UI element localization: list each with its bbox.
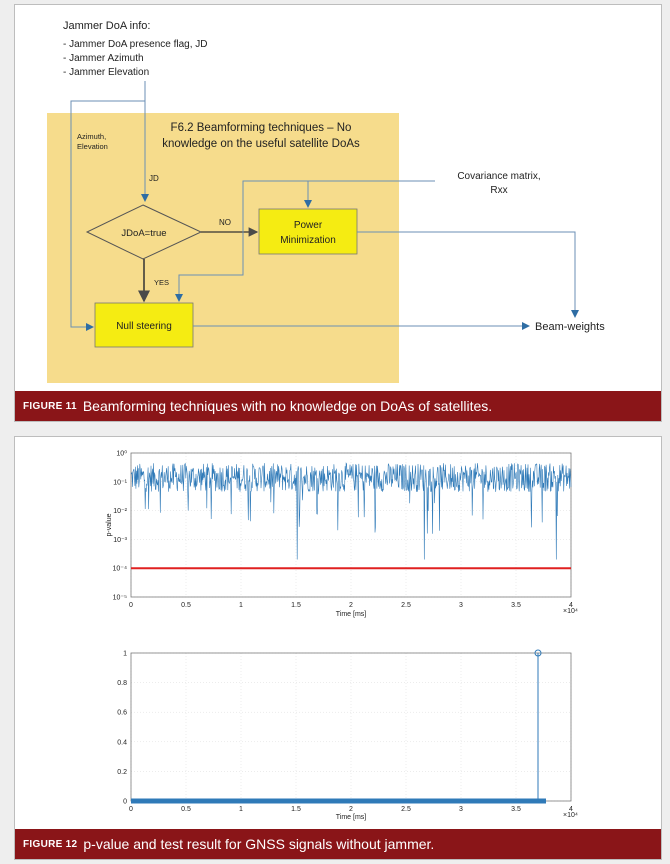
chart1-x-tick-label: 3 <box>459 602 463 609</box>
chart1-x-tick-label: 2.5 <box>401 602 411 609</box>
chart1-ylabel: p-value <box>106 513 113 537</box>
chart2-y-tick-label: 0.8 <box>117 680 127 688</box>
test-result-chart <box>117 650 578 821</box>
chart2-x-tick-label: 2 <box>349 806 353 813</box>
figure-11-caption-text: Beamforming techniques with no knowledge on DoAs of satellites. <box>82 398 493 414</box>
chart2-y-tick-label: 0.6 <box>117 709 127 717</box>
beamforming-flowchart <box>15 5 662 393</box>
chart2-x-tick-label: 4 <box>569 806 573 813</box>
figure-12-panel <box>14 436 662 860</box>
test-result-plot-area <box>131 653 571 801</box>
figure-11-caption-label: FIGURE 11 <box>23 400 77 412</box>
chart2-x-tick-label: 0.5 <box>181 806 191 813</box>
figure-12-caption <box>15 829 661 859</box>
chart2-xlabel: Time [ms] <box>335 814 367 821</box>
p-value-charts <box>15 437 662 831</box>
yes-label: YES <box>154 278 170 287</box>
chart1-y-tick-label: 10⁰ <box>116 450 127 458</box>
chart2-x-tick-label: 0 <box>129 806 133 813</box>
chart1-x-tick-label: 1 <box>239 602 243 609</box>
chart1-y-tick-label: 10⁻³ <box>113 536 127 544</box>
figure-12-caption-label: FIGURE 12 <box>23 838 78 850</box>
chart1-x-tick-label: 1.5 <box>291 602 301 609</box>
chart2-y-tick-label: 0 <box>123 798 127 806</box>
box-title-line-1: F6.2 Beamforming techniques – No <box>170 122 352 134</box>
covariance-label-1: Covariance matrix, <box>457 171 541 182</box>
box-title-line-2: knowledge on the useful satellite DoAs <box>162 138 360 150</box>
chart1-y-tick-label: 10⁻² <box>113 508 127 516</box>
chart1-x-multiplier: ×10⁴ <box>563 608 578 615</box>
chart1-x-tick-label: 3.5 <box>511 602 521 609</box>
power-minimization-line-1: Power <box>293 220 323 231</box>
azimuth-elevation-label-2: Elevation <box>77 142 108 151</box>
power-minimization-block <box>259 209 357 254</box>
chart1-y-tick-label: 10⁻¹ <box>113 479 127 487</box>
jd-label: JD <box>149 174 159 183</box>
azimuth-elevation-label-1: Azimuth, <box>77 132 107 141</box>
chart2-y-tick-label: 0.4 <box>117 739 127 747</box>
jammer-info-item-1: - Jammer DoA presence flag, JD <box>63 39 208 50</box>
covariance-label-2: Rxx <box>490 185 508 196</box>
chart2-x-tick-label: 1 <box>239 806 243 813</box>
figure-12-caption-text: p-value and test result for GNSS signals without jammer. <box>83 836 435 852</box>
jammer-info-item-2: - Jammer Azimuth <box>63 53 144 64</box>
chart1-x-tick-label: 4 <box>569 602 573 609</box>
chart2-x-tick-label: 3.5 <box>511 806 521 813</box>
figure-11-panel <box>14 4 662 422</box>
jdoa-decision-label: JDoA=true <box>121 228 167 239</box>
chart1-x-tick-label: 2 <box>349 602 353 609</box>
figure-11-caption <box>15 391 661 421</box>
chart2-x-tick-label: 3 <box>459 806 463 813</box>
chart1-y-tick-label: 10⁻⁴ <box>112 565 127 573</box>
no-label: NO <box>219 218 231 227</box>
chart1-x-tick-label: 0.5 <box>181 602 191 609</box>
chart1-x-tick-label: 0 <box>129 602 133 609</box>
chart2-x-tick-label: 1.5 <box>291 806 301 813</box>
p-value-chart <box>106 450 578 619</box>
chart2-y-tick-label: 1 <box>123 650 127 658</box>
chart2-x-multiplier: ×10⁴ <box>563 812 578 819</box>
null-steering-label: Null steering <box>116 321 172 332</box>
power-minimization-line-2: Minimization <box>280 235 336 246</box>
chart1-y-tick-label: 10⁻⁵ <box>112 594 127 602</box>
jammer-info-title: Jammer DoA info: <box>63 20 151 32</box>
chart2-y-tick-label: 0.2 <box>117 768 127 776</box>
chart2-x-tick-label: 2.5 <box>401 806 411 813</box>
jammer-info-item-3: - Jammer Elevation <box>63 67 150 78</box>
chart1-xlabel: Time [ms] <box>335 611 367 618</box>
beam-weights-label: Beam-weights <box>535 321 605 333</box>
